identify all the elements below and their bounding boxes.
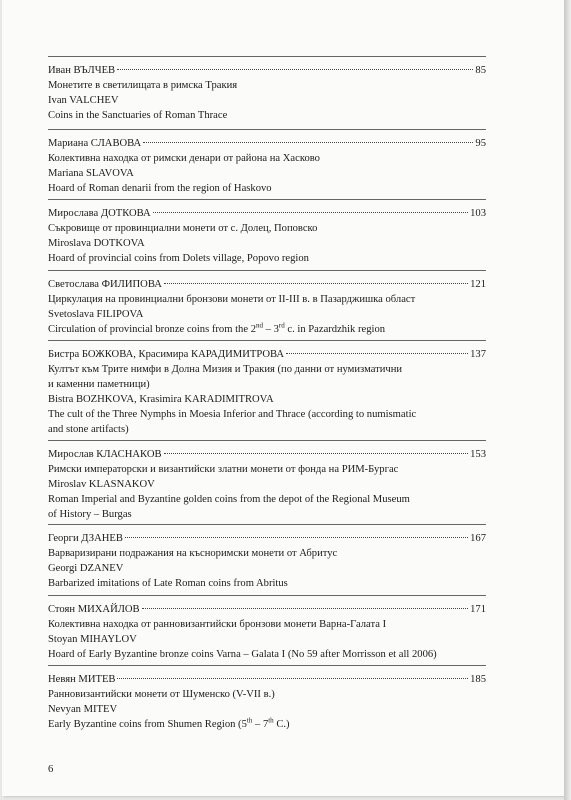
dot-leader	[117, 69, 473, 70]
separator-rule	[48, 524, 486, 525]
author-en: Miroslava DOTKOVA	[48, 238, 145, 249]
title-en-cont: of History – Burgas	[48, 509, 132, 520]
author-en: Stoyan MIHAYLOV	[48, 634, 137, 645]
page-ref: 137	[470, 349, 486, 360]
title-en: Circulation of provincial bronze coins from the 2nd – 3rd c. in Pazardzhik region	[48, 321, 386, 335]
title-bg: Римски императорски и византийски златни монети от фонда на РИМ-Бургас	[48, 464, 399, 475]
author-en: Ivan VALCHEV	[48, 95, 119, 106]
title-bg: Монетите в светилищата в римска Тракия	[48, 80, 238, 91]
author: Невян МИТЕВ	[48, 674, 116, 685]
title-en: Hoard of provincial coins from Dolets village, Popovo region	[48, 253, 309, 264]
title-bg: Култът към Трите нимфи в Долна Мизия и Тракия (по данни от нумизматични	[48, 364, 403, 375]
author: Иван ВЪЛЧЕВ	[48, 65, 116, 76]
separator-rule	[48, 129, 486, 130]
title-en: Barbarized imitations of Late Roman coins from Abritus	[48, 578, 288, 589]
author: Светослава ФИЛИПОВА	[48, 279, 162, 290]
dot-leader	[125, 537, 468, 538]
toc-entry-heading[interactable]	[48, 137, 486, 151]
author: Георги ДЗАНЕВ	[48, 533, 123, 544]
dot-leader	[117, 678, 468, 679]
title-bg: Варваризирани подражания на късноримски монети от Абритус	[48, 548, 338, 559]
separator-rule	[48, 665, 486, 666]
page-ref: 185	[470, 674, 486, 685]
title-bg: Циркулация на провинциални бронзови монети от II-III в. в Пазарджишка област	[48, 294, 416, 305]
author: Мариана СЛАВОВА	[48, 138, 142, 149]
title-en: Early Byzantine coins from Shumen Region (5th – 7th C.)	[48, 716, 290, 730]
dot-leader	[153, 212, 468, 213]
author-en: Nevyan MITEV	[48, 704, 118, 715]
title-en: Roman Imperial and Byzantine golden coins from the depot of the Regional Museum	[48, 494, 410, 505]
page-ref: 85	[475, 65, 486, 76]
author: Бистра БОЖКОВА, Красимира КАРАДИМИТРОВА	[48, 349, 285, 360]
dot-leader	[164, 453, 469, 454]
toc-entry-heading[interactable]	[48, 603, 486, 617]
title-en: Coins in the Sanctuaries of Roman Thrace	[48, 110, 228, 121]
dot-leader	[286, 353, 468, 354]
separator-rule	[48, 270, 486, 271]
toc-entry-heading[interactable]	[48, 448, 486, 462]
page-ref: 167	[470, 533, 486, 544]
page-edge	[564, 0, 571, 800]
page-ref: 95	[475, 138, 486, 149]
toc-entry-heading[interactable]	[48, 532, 486, 546]
separator-rule	[48, 56, 486, 57]
title-bg: Колективна находка от ранновизантийски бронзови монети Варна-Галата I	[48, 619, 387, 630]
author: Стоян МИХАЙЛОВ	[48, 604, 140, 615]
title-bg: Ранновизантийски монети от Шуменско (V-VII в.)	[48, 689, 275, 700]
document-page	[2, 0, 565, 796]
page-ref: 103	[470, 208, 486, 219]
toc-entry-heading[interactable]	[48, 673, 486, 687]
page-ref: 153	[470, 449, 486, 460]
separator-rule	[48, 440, 486, 441]
title-en: Hoard of Roman denarii from the region of Haskovo	[48, 183, 272, 194]
author-en: Miroslav KLASNAKOV	[48, 479, 155, 490]
title-en: Hoard of Early Byzantine bronze coins Varna – Galata I (No 59 after Morrisson et all 2006)	[48, 649, 437, 660]
author-en: Mariana SLAVOVA	[48, 168, 134, 179]
dot-leader	[143, 142, 473, 143]
title-bg-cont: и каменни паметници)	[48, 379, 150, 390]
author: Мирослава ДОТКОВА	[48, 208, 151, 219]
toc-entry-heading[interactable]	[48, 278, 486, 292]
toc-entry-heading[interactable]	[48, 207, 486, 221]
author-en: Georgi DZANEV	[48, 563, 124, 574]
title-bg: Колективна находка от римски денари от района на Хасково	[48, 153, 320, 164]
dot-leader	[142, 608, 468, 609]
separator-rule	[48, 340, 486, 341]
toc-entry-heading[interactable]	[48, 64, 486, 78]
page-number: 6	[48, 764, 54, 775]
page-ref: 171	[470, 604, 486, 615]
author-en: Bistra BOZHKOVA, Krasimira KARADIMITROVA	[48, 394, 274, 405]
author: Мирослав КЛАСНАКОВ	[48, 449, 162, 460]
author-en: Svetoslava FILIPOVA	[48, 309, 144, 320]
title-en-cont: and stone artifacts)	[48, 424, 129, 435]
separator-rule	[48, 595, 486, 596]
toc-entry-heading[interactable]	[48, 348, 486, 362]
page-ref: 121	[470, 279, 486, 290]
separator-rule	[48, 199, 486, 200]
title-bg: Съкровище от провинциални монети от с. Долец, Поповско	[48, 223, 318, 234]
title-en: The cult of the Three Nymphs in Moesia Inferior and Thrace (according to numismatic	[48, 409, 417, 420]
dot-leader	[164, 283, 468, 284]
